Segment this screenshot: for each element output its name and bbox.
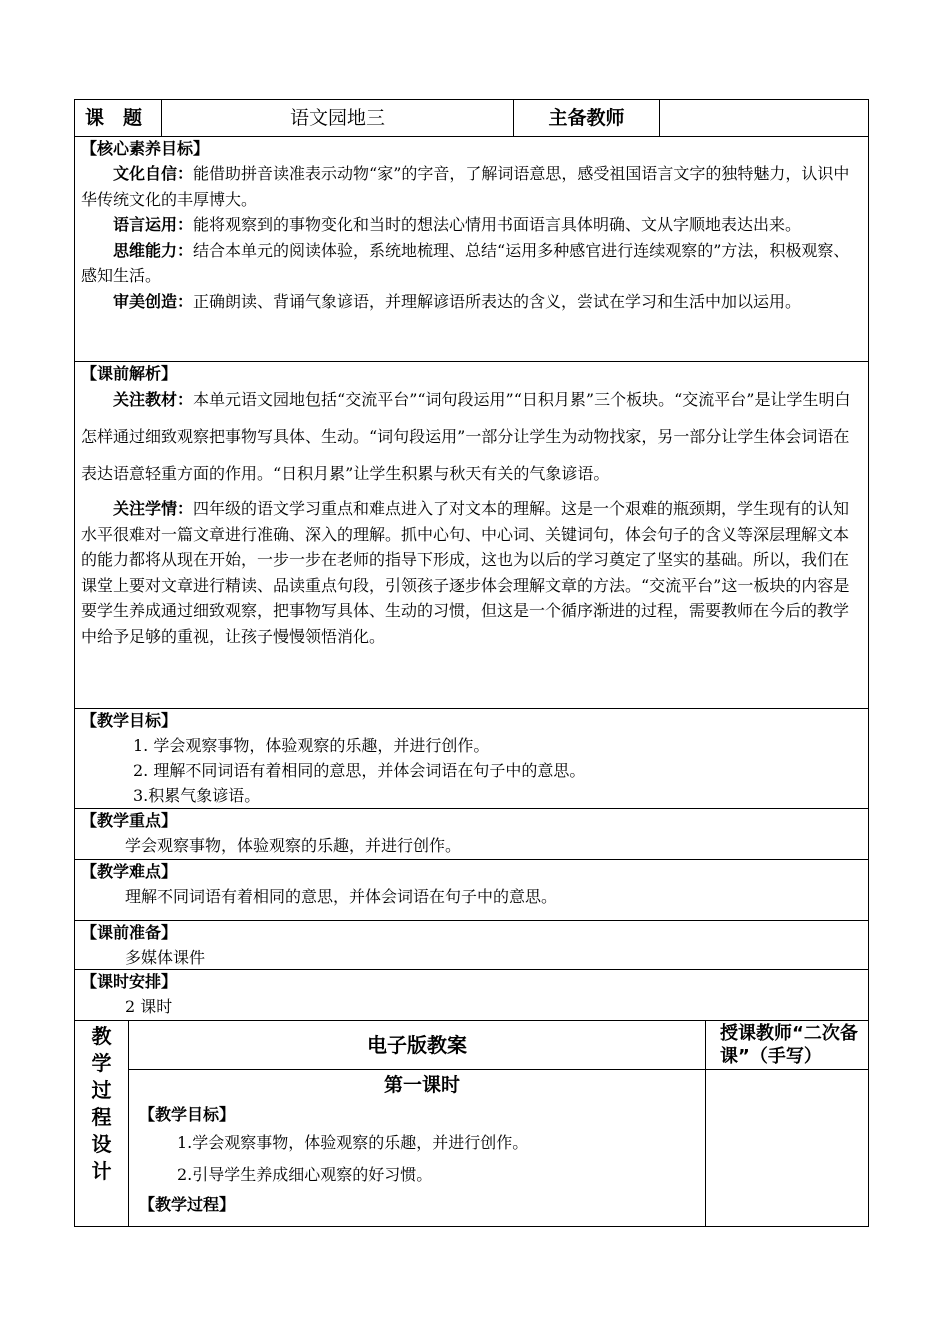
goals-section [75,709,868,809]
subject-value: 语文园地三 [162,100,514,136]
schedule-section [75,970,868,1021]
lesson-goal-item: 2.引导学生养成细心观察的好习惯。 [177,1165,433,1184]
lesson-plan-table [74,99,869,1227]
lesson-title: 第一课时 [383,1074,460,1096]
core-title: 【核心素养目标】 [81,139,210,158]
goals-title: 【教学目标】 [81,711,178,730]
difficulty-title: 【教学难点】 [81,862,178,881]
teacher-value [660,100,868,136]
schedule-title: 【课时安排】 [81,972,178,991]
goal-item: 1. 学会观察事物，体验观察的乐趣，并进行创作。 [133,736,490,755]
core-item: 审美创造：正确朗读、背诵气象谚语，并理解谚语所表达的含义，尝试在学习和生活中加以运用。 [113,291,802,311]
key-title: 【教学重点】 [81,811,178,830]
goal-item: 3.积累气象谚语。 [133,786,261,805]
lesson-goal-item: 1.学会观察事物，体验观察的乐趣，并进行创作。 [177,1133,529,1152]
prep-text: 多媒体课件 [125,948,206,967]
right-header: 授课教师“二次备课”（手写） [720,1023,858,1067]
handwritten-notes-area [706,1070,868,1226]
student-paragraph: 关注学情：四年级的语文学习重点和难点进入了对文本的理解。这是一个艰难的瓶颈期，学生现有的认知水平很难对一篇文章进行准确、深入的理解。抓中心句、中心词、关键词句，体会句子的含义等深层理解文本的能力都将从现在开始，一步一步在老师的指导下形成，这也为以后的学习奠定了坚实的基础。所以，我们在课堂上要对文章进行精读、品读重点句段，引领孩子逐步体会理解文章的方法。“交流平台”这一板块的内容是要学生养成通过细致观察，把事物写具体、生动的习惯，但这是一个循序渐进的过程，需要教师在今后的教学中给予足够的重视，让孩子慢慢领悟消化。 [81,499,850,646]
lesson-goal-title: 【教学目标】 [139,1105,236,1124]
lesson-process-title: 【教学过程】 [139,1195,236,1214]
prep-title: 【课前准备】 [81,923,178,942]
header-row [75,100,868,137]
process-content-row [129,1070,868,1226]
schedule-text: 2 课时 [125,997,173,1016]
core-item: 语言运用：能将观察到的事物变化和当时的想法心情用书面语言具体明确、文从字顺地表达出来。 [113,215,802,234]
process-header-row [129,1021,868,1070]
center-content [129,1070,706,1226]
process-body [129,1021,868,1226]
prep-section [75,921,868,970]
goal-item: 2. 理解不同词语有着相同的意思，并体会词语在句子中的意思。 [133,761,586,780]
analysis-section [75,362,868,709]
material-paragraph: 关注教材：本单元语文园地包括“交流平台”“词句段运用”“日积月累”三个板块。“交流平台”是让学生明白怎样通过细致观察把事物写具体、生动。“词句段运用”一部分让学生为动物找家，另一部分让学生体会词语在表达语意轻重方面的作用。“日积月累”让学生积累与秋天有关的气象谚语。 [81,390,851,483]
core-item: 思维能力：结合本单元的阅读体验，系统地梳理、总结“运用多种感官进行连续观察的”方法，积极观察、感知生活。 [81,240,850,285]
key-section [75,809,868,860]
key-text: 学会观察事物，体验观察的乐趣，并进行创作。 [125,836,462,855]
teacher-label: 主备教师 [514,100,660,136]
difficulty-text: 理解不同词语有着相同的意思，并体会词语在句子中的意思。 [125,887,558,906]
core-section [75,137,868,362]
subject-label: 课 题 [75,100,162,136]
process-side-label: 教 学 过 程 设 计 [75,1021,129,1226]
difficulty-section [75,860,868,921]
analysis-title: 【课前解析】 [81,364,178,383]
center-header: 电子版教案 [129,1021,706,1069]
core-item: 文化自信：能借助拼音读准表示动物“家”的字音，了解词语意思，感受祖国语言文字的独特魅力，认识中华传统文化的丰厚博大。 [81,164,850,209]
process-section [75,1021,868,1226]
